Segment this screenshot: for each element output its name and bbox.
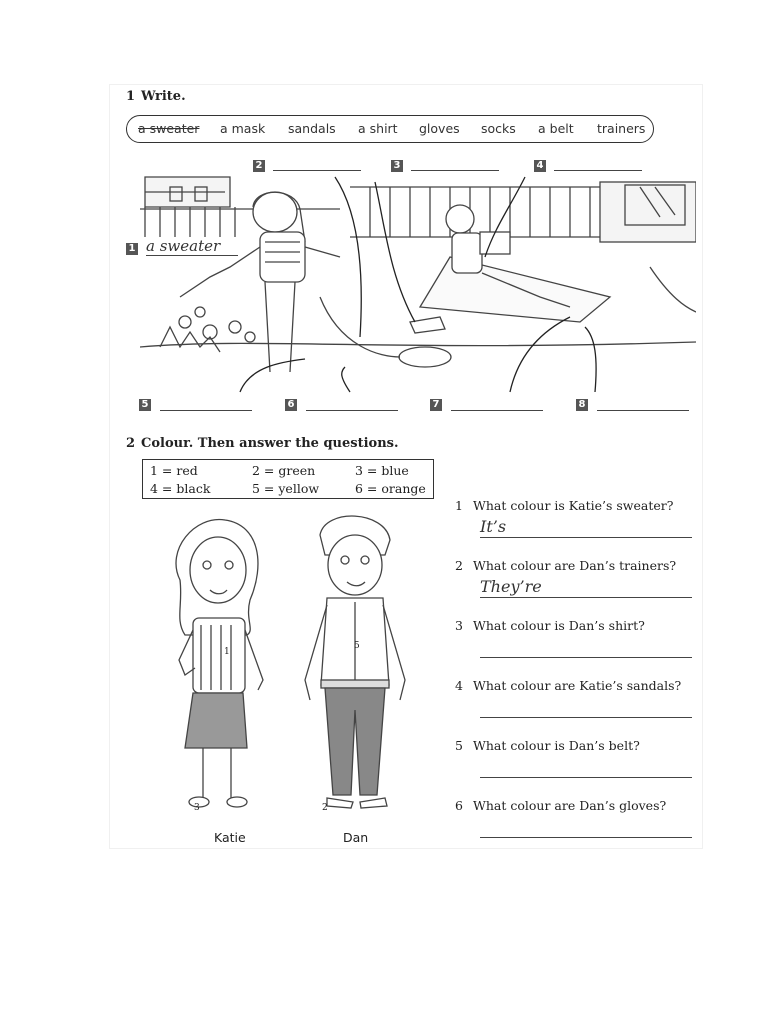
key-item: 2 = green [252, 463, 316, 478]
question-number: 3 [455, 618, 463, 633]
label-number-8: 8 [576, 399, 588, 411]
label-number-3: 3 [391, 160, 403, 172]
answer-line-8[interactable] [597, 410, 689, 411]
question-text: What colour is Dan’s shirt? [473, 618, 645, 633]
garden-scene-illustration [140, 147, 696, 397]
key-item: 3 = blue [355, 463, 409, 478]
question-answer-line[interactable] [480, 657, 692, 658]
question-text: What colour is Dan’s belt? [473, 738, 640, 753]
exercise-1-title: Write. [141, 89, 186, 104]
question-text: What colour is Katie’s sweater? [473, 498, 674, 513]
question-answer-line[interactable] [480, 837, 692, 838]
question-answer-line[interactable] [480, 777, 692, 778]
word-item: trainers [597, 121, 646, 136]
exercise-2-number: 2 [126, 436, 136, 451]
question-1 [455, 498, 673, 513]
key-item: 5 = yellow [252, 481, 320, 496]
word-item: gloves [419, 121, 460, 136]
answer-1-handwritten: a sweater [146, 237, 221, 255]
exercise-1-number: 1 [126, 89, 136, 104]
answer-line-6[interactable] [306, 410, 398, 411]
question-number: 4 [455, 678, 463, 693]
label-number-2: 2 [253, 160, 265, 172]
dan-caption: Dan [343, 830, 369, 845]
question-text: What colour are Dan’s trainers? [473, 558, 677, 573]
katie-caption: Katie [214, 830, 246, 845]
answer-line-5[interactable] [160, 410, 252, 411]
figure-mark: 5 [354, 641, 360, 651]
label-number-4: 4 [534, 160, 546, 172]
key-item: 6 = orange [355, 481, 426, 496]
question-answer-line[interactable] [480, 717, 692, 718]
answer-line-4[interactable] [554, 170, 642, 171]
key-item: 1 = red [150, 463, 198, 478]
key-item: 4 = black [150, 481, 211, 496]
word-item: socks [481, 121, 516, 136]
question-answer-line[interactable] [480, 537, 692, 538]
question-number: 1 [455, 498, 463, 513]
katie-and-dan-illustration [155, 510, 430, 825]
figure-mark: 2 [322, 803, 328, 813]
answer-2-handwritten: They’re [480, 577, 542, 596]
answer-1-handwritten: It’s [480, 517, 507, 536]
figure-mark: 3 [194, 803, 200, 813]
word-item: a shirt [358, 121, 398, 136]
word-item: a sweater [138, 121, 200, 136]
question-3 [455, 618, 645, 633]
question-2 [455, 558, 676, 573]
label-number-7: 7 [430, 399, 442, 411]
answer-line-3[interactable] [411, 170, 499, 171]
exercise-2-title: Colour. Then answer the questions. [141, 436, 399, 451]
figure-mark: 1 [224, 647, 230, 657]
word-item: sandals [288, 121, 336, 136]
answer-line-7[interactable] [451, 410, 543, 411]
question-text: What colour are Katie’s sandals? [473, 678, 682, 693]
label-number-5: 5 [139, 399, 151, 411]
question-number: 5 [455, 738, 463, 753]
question-number: 2 [455, 558, 463, 573]
question-4 [455, 678, 681, 693]
answer-line-1[interactable] [146, 255, 238, 256]
label-number-6: 6 [285, 399, 297, 411]
question-5 [455, 738, 640, 753]
word-item: a mask [220, 121, 266, 136]
worksheet [110, 85, 702, 848]
question-answer-line[interactable] [480, 597, 692, 598]
question-text: What colour are Dan’s gloves? [473, 798, 667, 813]
question-6 [455, 798, 666, 813]
answer-line-2[interactable] [273, 170, 361, 171]
label-number-1: 1 [126, 243, 138, 255]
word-item: a belt [538, 121, 574, 136]
question-number: 6 [455, 798, 463, 813]
